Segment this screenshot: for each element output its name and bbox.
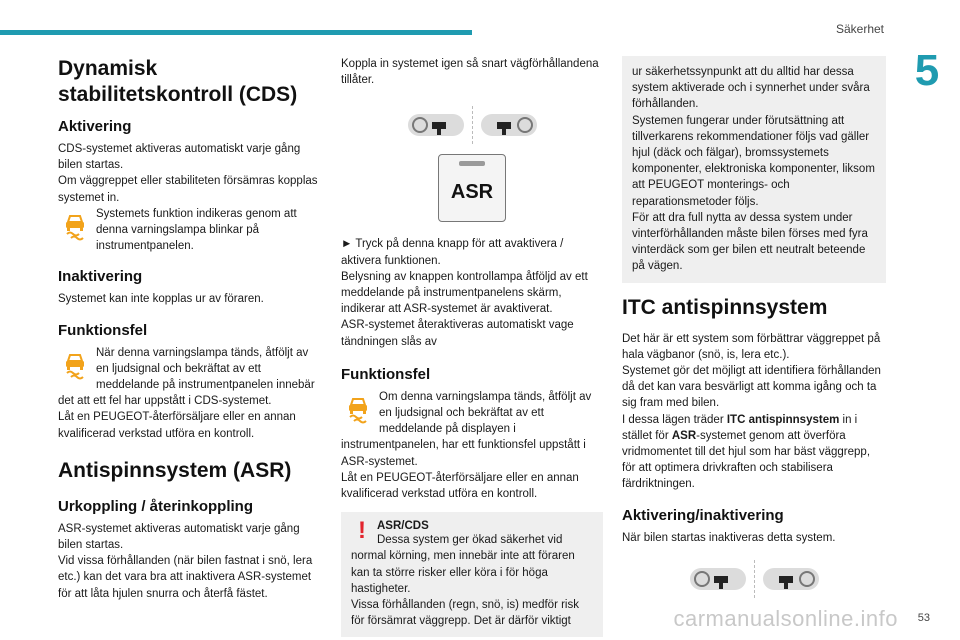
itc-text-2: Systemet gör det möjligt att identifiera förhållanden då det kan vara besvärligt att komma igång och ta sig fram med bilen. [622, 365, 881, 410]
itc-text-1: Det här är ett system som förbättrar väggreppet på hala vägbanor (snö, is, lera etc.). [622, 332, 881, 361]
itc-text-3: I dessa lägen träder ITC antispinnsystem in i stället för ASR-systemet genom att överföra vridmomentet till det hjul som har bäst väggrepp, för att optimera drivkraften och stabilisera färdriktningen. [622, 413, 871, 491]
asr-title: Antispinnsystem (ASR) [58, 458, 292, 482]
aktivering-text-1: CDS-systemet aktiveras automatiskt varje gång bilen startas. [58, 143, 301, 172]
chapter-number: 5 [894, 38, 960, 104]
urkoppling-text-1: ASR-systemet aktiveras automatiskt varje gång bilen startas. [58, 522, 300, 552]
alert-text-2: Vissa förhållanden (regn, snö, is) medför risk för försämrat väggrepp. Det är därför viktigt [351, 599, 579, 628]
steering-console-icon [406, 108, 466, 142]
itc-title: ITC antispinnsystem [622, 295, 828, 319]
cds-indicator-block [58, 206, 320, 255]
asr-button[interactable] [438, 154, 506, 222]
alert-text-1: Dessa system ger ökad säkerhet vid normal körning, men innebär inte att föraren kan ta större risker eller köra i för höga hastigheter. [351, 534, 575, 595]
inaktivering-heading: Inaktivering [58, 268, 143, 286]
urkoppling-heading: Urkoppling / återinkoppling [58, 497, 253, 515]
page-number: 53 [917, 612, 930, 624]
funktionsfel-heading-2: Funktionsfel [341, 365, 431, 383]
alert-box [341, 512, 603, 637]
aktivering-text-3: Systemets funktion indikeras genom att denna varningslampa blinkar på instrumentpanelen. [96, 207, 297, 253]
separator [754, 560, 755, 598]
column-2 [341, 56, 603, 637]
itc-aktivering-text: När bilen startas inaktiveras detta system. [622, 531, 836, 544]
itc-aktivering-heading: Aktivering/inaktivering [622, 506, 784, 524]
car-skid-warning-icon [58, 207, 92, 241]
reconnect-text: Koppla in systemet igen så snart vägförhållandena tillåter. [341, 58, 599, 87]
column-1 [58, 56, 320, 602]
funktionsfel-2-text-1: Om denna varningslampa tänds, åtföljt av en ljudsignal och bekräftat av ett meddelande på displayen i instrumentpanelen, har ett funktionsfel uppstått i ASR-systemet. [341, 390, 592, 468]
urkoppling-text-2: Vid vissa förhållanden (när bilen fastnat i snö, lera etc.) kan det vara bra att inaktivera ASR-systemet för att låta hjulen snurra och återfå fästet. [58, 555, 313, 600]
aktivering-text-2: Om väggreppet eller stabiliteten försämras kopplas systemet in. [58, 175, 318, 204]
steering-console-icon [688, 562, 748, 596]
auto-reactivate-text: ASR-systemet återaktiveras automatiskt vage tändningen slås av [341, 319, 574, 348]
box-text-1: ur säkerhetssynpunkt att du alltid har dessa system aktiverade och i synnerhet under svåra förhållanden. [632, 66, 870, 111]
asr-button-led [459, 161, 485, 166]
cds-fault-block [58, 345, 320, 410]
car-skid-warning-icon [58, 346, 92, 380]
exclamation-alert-icon: ! [358, 517, 366, 545]
asr-button-label: ASR [450, 181, 494, 204]
cds-title: Dynamisk stabilitetskontroll (CDS) [58, 57, 298, 106]
inaktivering-text: Systemet kan inte kopplas ur av föraren. [58, 293, 264, 306]
funktionsfel-2-text-2: Låt en PEUGEOT-återförsäljare eller en annan kvalificerad verkstad utföra en kontroll. [341, 471, 579, 501]
alert-box-continued [622, 56, 886, 283]
steering-console-icon [761, 562, 821, 596]
funktionsfel-text-1: När denna varningslampa tänds, åtföljt av en ljudsignal och bekräftat av ett meddelande på instrumentpanelen innebär det att ett fel har uppstått i CDS-systemet. [58, 346, 315, 408]
watermark: carmanualsonline.info [673, 606, 898, 631]
header-accent-bar [0, 30, 472, 35]
box-text-2: Systemen fungerar under förutsättning att tillverkarens rekommendationer följs vad gäller hjul (däck och fälgar), bromssystemets komponenter, elektroniska komponenter, liksom att PEUGEOT monterings- och reparationsmetoder följs. [632, 114, 875, 208]
console-illustration [341, 106, 603, 144]
itc-console-illustration [622, 560, 886, 598]
asr-fault-block [341, 389, 603, 470]
funktionsfel-text-2: Låt en PEUGEOT-återförsäljare eller en annan kvalificerad verkstad utföra en kontroll. [58, 411, 296, 440]
car-skid-warning-icon [341, 390, 375, 424]
aktivering-heading: Aktivering [58, 118, 132, 135]
funktionsfel-heading: Funktionsfel [58, 321, 148, 339]
alert-title: ASR/CDS [377, 520, 429, 533]
section-name: Säkerhet [835, 22, 884, 36]
column-3 [622, 56, 886, 608]
steering-console-icon [479, 108, 539, 142]
light-text: Belysning av knappen kontrollampa åtföljd av ett meddelande på instrumentpanelens skärm, indikerar att ASR-systemet är avaktiverat. [341, 270, 588, 316]
box-text-3: För att dra full nytta av dessa system under vinterförhållanden måste bilen förses med fyra vinterdäck som ger bilen ett neutralt beteende på vägen. [632, 211, 868, 273]
separator [472, 106, 473, 144]
press-instruction: ► Tryck på denna knapp för att avaktivera / aktivera funktionen. [341, 238, 564, 267]
